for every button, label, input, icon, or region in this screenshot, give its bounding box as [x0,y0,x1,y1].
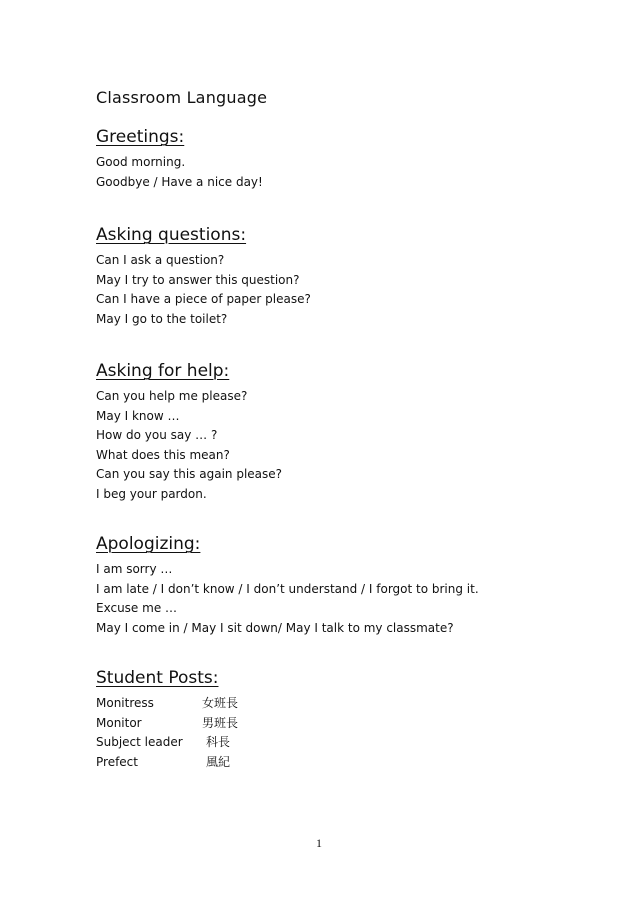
phrase-line: May I try to answer this question? [96,272,300,287]
phrase-line: Excuse me … [96,601,178,615]
section-heading: Student Posts: [96,668,219,688]
phrase-line: What does this mean? [96,447,230,462]
phrase-line: How do you say … ? [96,428,218,442]
section-greetings [96,125,576,192]
page-number: 1 [316,836,322,850]
phrase-line: May I come in / May I sit down/ May I talk to my classmate? [96,620,454,635]
phrase-line: Can you say this again please? [96,467,283,481]
phrase-line: May I know … [96,408,180,423]
document-title: Classroom Language [96,88,268,107]
section-heading: Greetings: [96,127,185,147]
phrase-line: I am sorry … [96,562,173,576]
section-student-posts [96,666,576,772]
post-chinese: 男班長 [202,715,239,730]
phrase-line: Can I have a piece of paper please? [96,292,311,306]
section-asking-for-help [96,359,576,504]
post-english: Monitress [96,696,154,710]
phrase-line: May I go to the toilet? [96,311,228,326]
phrase-line: Goodbye / Have a nice day! [96,174,263,189]
post-english: Prefect [96,754,138,769]
phrase-line: Can I ask a question? [96,253,225,267]
section-heading: Asking for help: [96,361,230,381]
section-heading: Asking questions: [96,225,247,245]
post-chinese: 科長 [206,735,231,749]
phrase-line: I beg your pardon. [96,486,207,501]
section-apologizing [96,532,576,638]
post-chinese: 女班長 [202,696,239,710]
phrase-line: Can you help me please? [96,389,248,403]
phrase-line: Good morning. [96,155,186,169]
phrase-line: I am late / I don’t know / I don’t understand / I forgot to bring it. [96,581,479,596]
section-asking-questions [96,223,576,329]
post-english: Subject leader [96,735,183,749]
post-chinese: 風紀 [206,754,231,769]
post-row [96,714,576,734]
post-english: Monitor [96,715,142,730]
post-row [96,753,576,773]
post-row [96,694,576,714]
post-row [96,733,576,753]
section-heading: Apologizing: [96,534,201,554]
